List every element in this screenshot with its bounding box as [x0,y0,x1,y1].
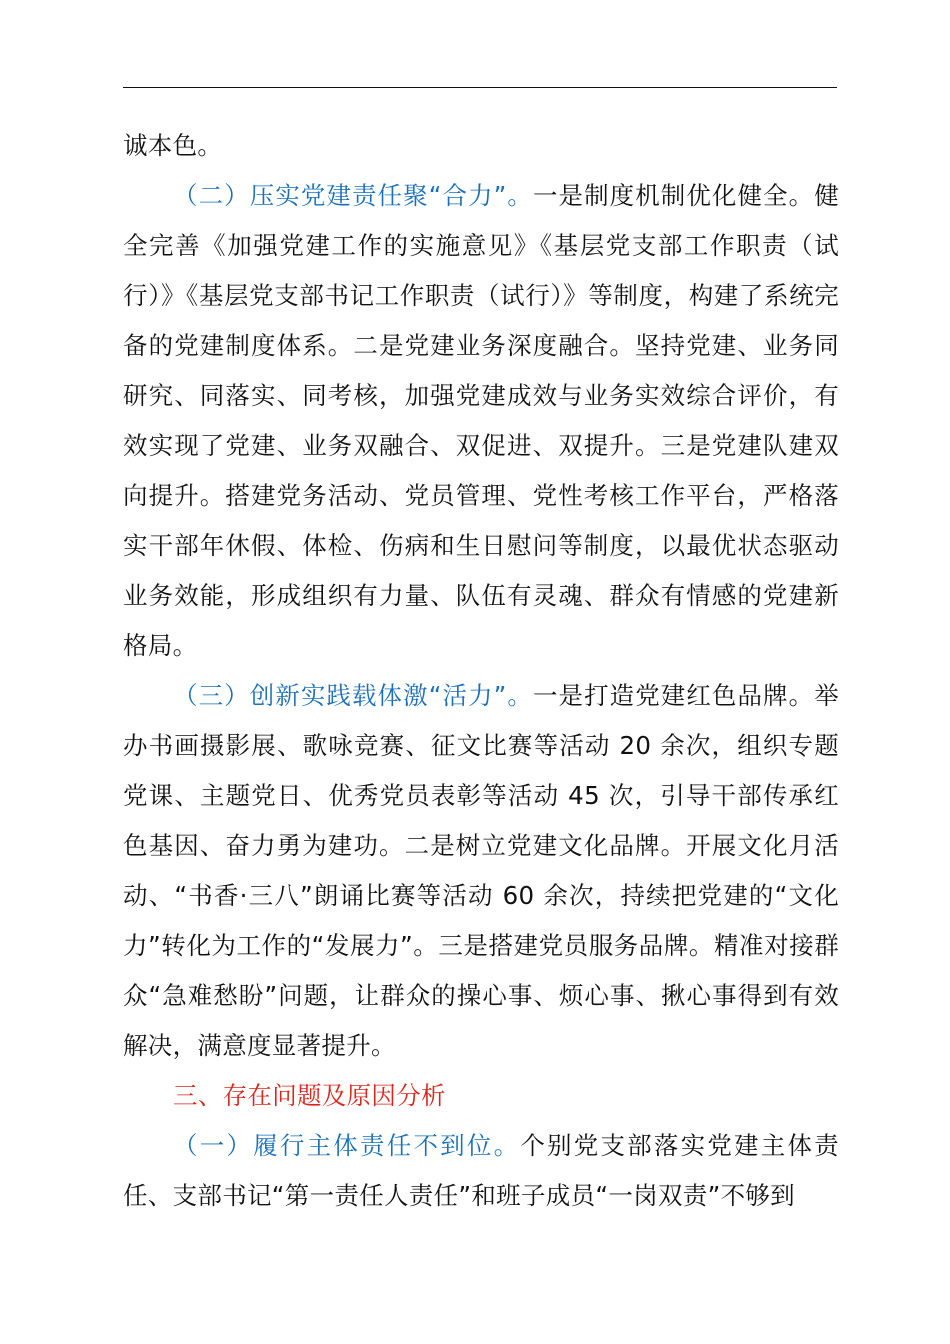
paragraph-subsection-3 [123,671,839,1071]
paragraph-text: 一是制度机制优化健全。健全完善《加强党建工作的实施意见》《基层党支部工作职责（试行）》《基层党支部书记工作职责（试行）》等制度，构建了系统完备的党建制度体系。二是党建业务深度融合。坚持党建、业务同研究、同落实、同考核，加强党建成效与业务实效综合评价，有效实现了党建、业务双融合、双促进、双提升。三是党建队建双向提升。搭建党务活动、党员管理、党性考核工作平台，严格落实干部年休假、体检、伤病和生日慰问等制度，以最优状态驱动业务效能，形成组织有力量、队伍有灵魂、群众有情感的党建新格局。 [123,181,839,660]
section-title: 三、存在问题及原因分析 [173,1081,446,1110]
header-rule [123,87,837,88]
paragraph-continuation [123,121,839,171]
subsection-heading: （二）压实党建责任聚“合力”。 [173,181,533,210]
document-body [123,121,839,1221]
subsection-heading: （三）创新实践载体激“活力”。 [173,681,533,710]
paragraph-text: 诚本色。 [123,131,223,160]
paragraph-text: 一是打造党建红色品牌。举办书画摄影展、歌咏竞赛、征文比赛等活动 20 余次，组织专题党课、主题党日、优秀党员表彰等活动 45 次，引导干部传承红色基因、奋力勇为建功。二是树立党建文化品牌。开展文化月活动、“书香·三八”朗诵比赛等活动 60 余次，持续把党建的“文化力”转化为工作的“发展力”。三是搭建党员服务品牌。精准对接群众“急难愁盼”问题，让群众的操心事、烦心事、揪心事得到有效解决，满意度显著提升。 [123,681,839,1060]
paragraph-text: 个别党支部落实党建主体责任、支部书记“第一责任人责任”和班子成员“一岗双责”不够到 [123,1131,839,1210]
paragraph-subsection-1 [123,1121,839,1221]
subsection-heading: （一）履行主体责任不到位。 [173,1131,521,1160]
paragraph-subsection-2 [123,171,839,671]
